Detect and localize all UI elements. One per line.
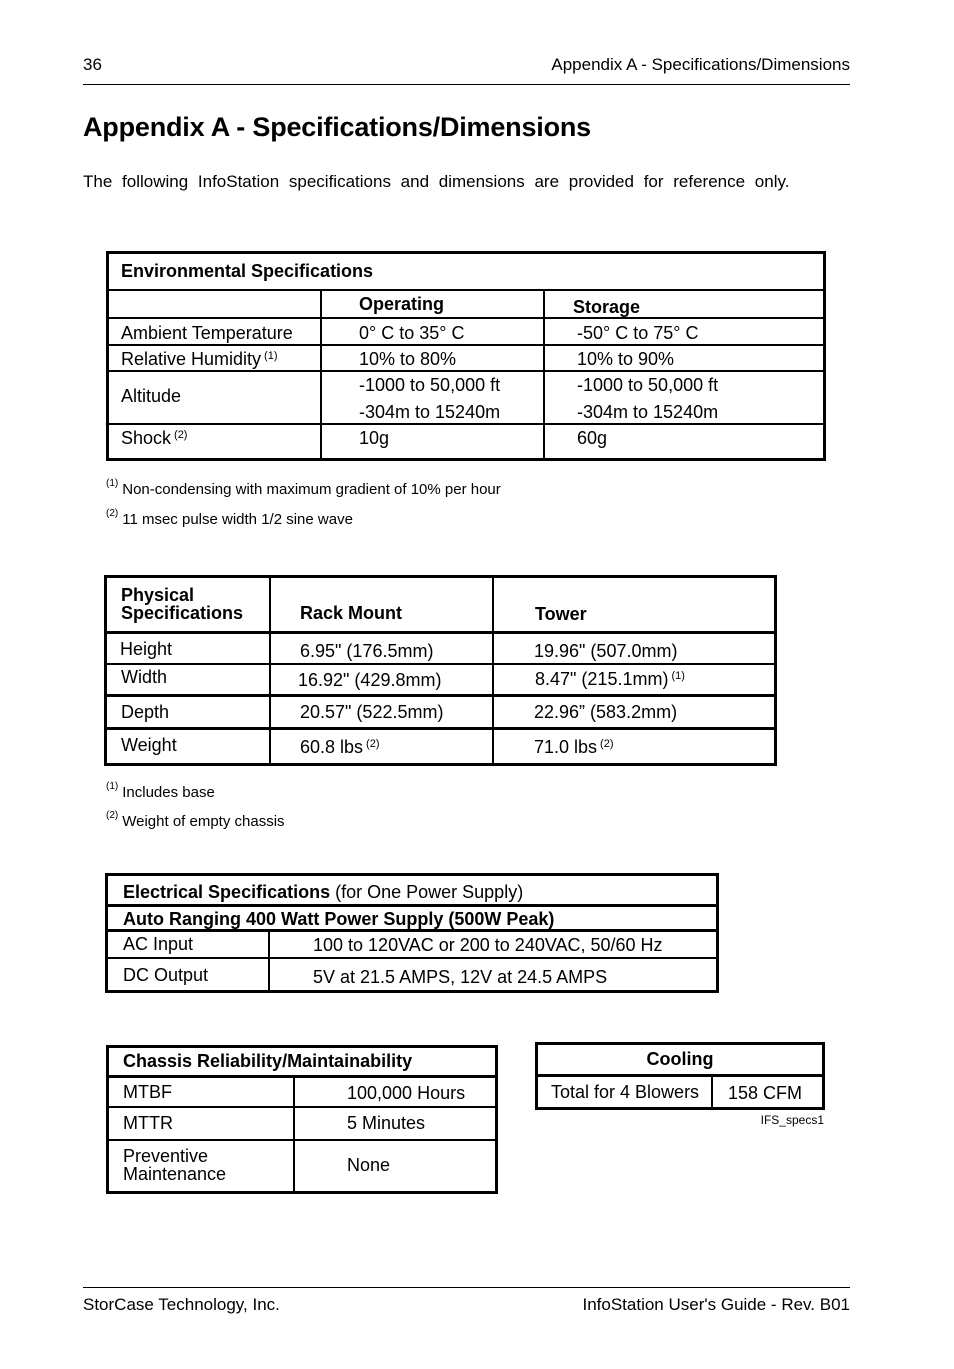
dc-output-value: 5V at 21.5 AMPS, 12V at 24.5 AMPS bbox=[313, 967, 608, 987]
elec-row-divider bbox=[105, 957, 719, 959]
footer-rule bbox=[83, 1287, 850, 1288]
col-storage: Storage bbox=[573, 297, 641, 317]
mtbf-value: 100,000 Hours bbox=[347, 1083, 466, 1103]
col-tower: Tower bbox=[535, 604, 587, 624]
ac-input-value: 100 to 120VAC or 200 to 240VAC, 50/60 Hz bbox=[313, 935, 663, 955]
elec-row-divider bbox=[105, 904, 719, 907]
phys-row-divider bbox=[104, 694, 777, 697]
altitude-operating-ft: -1000 to 50,000 ft bbox=[359, 375, 501, 395]
pm-label-1: Preventive bbox=[123, 1146, 209, 1166]
intro-paragraph: The following InfoStation specifications and dimensions are provided for reference only. bbox=[83, 172, 790, 191]
env-row-divider bbox=[106, 423, 826, 425]
chassis-row-divider bbox=[106, 1139, 498, 1141]
depth-label: Depth bbox=[121, 702, 170, 722]
height-tower: 19.96" (507.0mm) bbox=[534, 641, 678, 661]
env-row-divider bbox=[106, 317, 826, 319]
width-rack: 16.92" (429.8mm) bbox=[298, 670, 442, 690]
cooling-value: 158 CFM bbox=[728, 1083, 803, 1103]
cooling-col-divider bbox=[711, 1076, 713, 1108]
altitude-operating-m: -304m to 15240m bbox=[359, 402, 501, 422]
ambient-label: Ambient Temperature bbox=[121, 323, 293, 343]
phys-col-divider bbox=[492, 575, 494, 764]
ambient-storage: -50° C to 75° C bbox=[577, 323, 699, 343]
altitude-storage-m: -304m to 15240m bbox=[577, 402, 719, 422]
weight-tower: 71.0 lbs $^{(2)}$ bbox=[534, 737, 614, 757]
mttr-label: MTTR bbox=[123, 1113, 173, 1133]
col-operating: Operating bbox=[359, 294, 445, 314]
shock-storage: 60g bbox=[577, 428, 608, 448]
physical-title-1: Physical bbox=[121, 585, 195, 605]
page-title: Appendix A - Specifications/Dimensions bbox=[83, 112, 591, 142]
altitude-storage-ft: -1000 to 50,000 ft bbox=[577, 375, 719, 395]
pm-value: None bbox=[347, 1155, 391, 1175]
physical-title-2: Specifications bbox=[121, 603, 244, 623]
cooling-title: Cooling bbox=[646, 1049, 714, 1069]
running-header: Appendix A - Specifications/Dimensions bbox=[551, 55, 850, 74]
footnote: $^{(2)}$ Weight of empty chassis bbox=[106, 810, 285, 830]
mttr-value: 5 Minutes bbox=[347, 1113, 426, 1133]
page-number: 36 bbox=[83, 55, 102, 74]
phys-col-divider bbox=[269, 575, 271, 764]
chassis-title: Chassis Reliability/Maintainability bbox=[123, 1051, 413, 1071]
footer-left: StorCase Technology, Inc. bbox=[83, 1295, 280, 1314]
elec-row-divider bbox=[105, 929, 719, 932]
humidity-storage: 10% to 90% bbox=[577, 349, 675, 369]
env-row-divider bbox=[106, 344, 826, 346]
depth-rack: 20.57" (522.5mm) bbox=[300, 702, 444, 722]
ac-input-label: AC Input bbox=[123, 934, 194, 954]
humidity-label: Relative Humidity $^{(1)}$ bbox=[121, 349, 278, 369]
phys-row-divider bbox=[104, 727, 777, 730]
shock-operating: 10g bbox=[359, 428, 390, 448]
height-rack: 6.95" (176.5mm) bbox=[300, 641, 434, 661]
elec-col-divider bbox=[268, 931, 270, 991]
chassis-row-divider bbox=[106, 1106, 498, 1108]
mtbf-label: MTBF bbox=[123, 1082, 172, 1102]
electrical-title: Electrical Specifications (for One Power Supply) bbox=[123, 882, 524, 902]
weight-rack: 60.8 lbs $^{(2)}$ bbox=[300, 737, 380, 757]
altitude-label: Altitude bbox=[121, 386, 182, 406]
environmental-title: Environmental Specifications bbox=[121, 261, 374, 281]
col-rack-mount: Rack Mount bbox=[300, 603, 403, 623]
electrical-subtitle: Auto Ranging 400 Watt Power Supply (500W Peak) bbox=[123, 909, 555, 929]
env-row-divider bbox=[106, 289, 826, 291]
phys-row-divider bbox=[104, 663, 777, 665]
height-label: Height bbox=[120, 639, 173, 659]
pm-label-2: Maintenance bbox=[123, 1164, 227, 1184]
shock-label: Shock $^{(2)}$ bbox=[121, 428, 188, 448]
humidity-operating: 10% to 80% bbox=[359, 349, 457, 369]
header-rule bbox=[83, 84, 850, 85]
footnote: $^{(1)}$ Includes base bbox=[106, 781, 215, 801]
depth-tower: 22.96” (583.2mm) bbox=[534, 702, 678, 722]
width-tower: 8.47" (215.1mm) $^{(1)}$ bbox=[535, 669, 685, 689]
footer-right: InfoStation User's Guide - Rev. B01 bbox=[582, 1295, 850, 1314]
dc-output-label: DC Output bbox=[123, 965, 209, 985]
env-col-divider bbox=[320, 289, 322, 459]
env-row-divider bbox=[106, 370, 826, 372]
chassis-row-divider bbox=[106, 1075, 498, 1078]
cooling-row-divider bbox=[535, 1074, 825, 1077]
footnote: $^{(1)}$ Non-condensing with maximum gradient of 10% per hour bbox=[106, 478, 501, 498]
chassis-col-divider bbox=[293, 1077, 295, 1192]
figure-id: IFS_specs1 bbox=[760, 1113, 824, 1127]
phys-row-divider bbox=[104, 631, 777, 634]
width-label: Width bbox=[121, 667, 168, 687]
ambient-operating: 0° C to 35° C bbox=[359, 323, 465, 343]
weight-label: Weight bbox=[121, 735, 177, 755]
env-col-divider bbox=[543, 289, 545, 459]
cooling-label: Total for 4 Blowers bbox=[551, 1082, 700, 1102]
footnote: $^{(2)}$ 11 msec pulse width 1/2 sine wave bbox=[106, 508, 353, 528]
